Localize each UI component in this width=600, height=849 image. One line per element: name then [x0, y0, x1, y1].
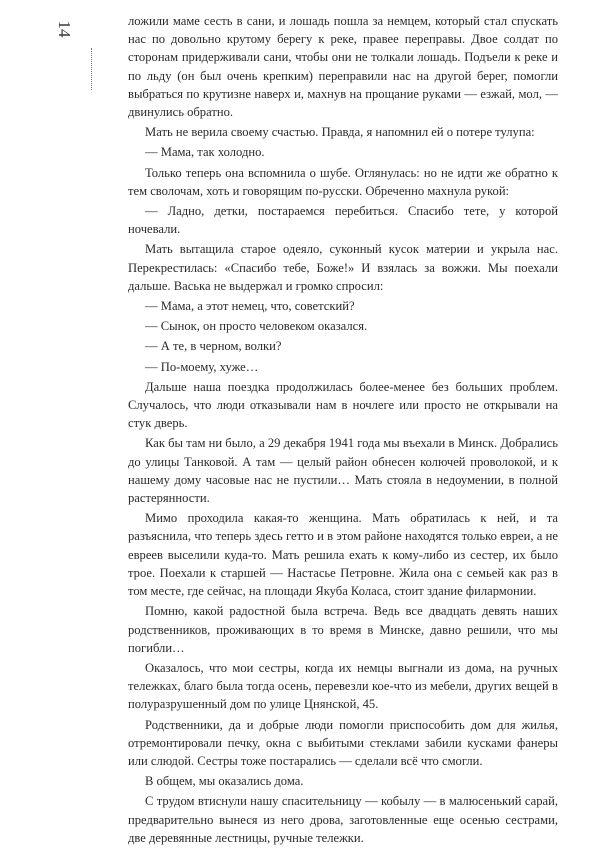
paragraph: — Сынок, он просто человеком оказался. [145, 319, 368, 334]
paragraph: ложили маме сесть в сани, и лошадь пошла за немцем, который стал спускать нас по довольно крутому берегу к реке, правее переправы. Двое солдат по сторонам придерживали сани, чтобы они не толкали лошадь. Подъели к реке и по льду (он был очень крепким) переправили нас на другой берег, помогли выбраться по крутизне наверх и, махнув на прощание руками — езжай, мол, — двинулись обратно. [128, 14, 558, 120]
page-body-text [128, 12, 558, 849]
paragraph: — По-моему, хуже… [145, 359, 259, 374]
paragraph: С трудом втиснули нашу спасительницу — кобылу — в малюсенький сарай, предварительно вынеся из него дрова, заготовленные еще осенью сестрами, две деревянные лестницы, ручные тележки. [128, 794, 558, 845]
paragraph: Как бы там ни было, а 29 декабря 1941 года мы въехали в Минск. Добрались до улицы Танковой. А там — целый район обнесен колючей проволокой, и к нашему дому часовые нас не пустили… Мать стояла в недоумении, в полной растерянности. [128, 436, 558, 506]
margin-rule [91, 48, 92, 90]
paragraph: Мать вытащила старое одеяло, суконный кусок материи и укрыла нас. Перекрестилась: «Спасибо тебе, Боже!» И взялась за вожжи. Мы поехали дальше. Васька не выдержал и громко спросил: [128, 242, 558, 293]
paragraph: — А те, в черном, волки? [145, 339, 282, 354]
paragraph: Помню, какой радостной была встреча. Ведь все двадцать девять наших родственников, проживающих в то время в Минске, давно решили, что мы погибли… [128, 604, 558, 655]
paragraph: Только теперь она вспомнила о шубе. Оглянулась: но не идти же обратно к тем сволочам, хоть и говорящим по-русски. Обреченно махнула рукой: [128, 165, 558, 198]
paragraph: В общем, мы оказались дома. [145, 774, 304, 789]
paragraph: Родственники, да и добрые люди помогли приспособить дом для жилья, отремонтировали печку, окна с выбитыми стеклами забили кусками фанеры или слюдой. Сестры тоже постарались — сделали всё что смогли. [128, 717, 558, 768]
paragraph: Мать не верила своему счастью. Правда, я напомнил ей о потере тулупа: [145, 125, 535, 140]
paragraph: Оказалось, что мои сестры, когда их немцы выгнали из дома, на ручных тележках, благо была тогда осень, перевезли кое-что из мебели, других вещей в полуразрушенный дом по улице Цнянской, 45. [128, 660, 558, 712]
paragraph: Мимо проходила какая-то женщина. Мать обратилась к ней, и та разъяснила, что теперь здесь гетто и в этом районе находятся только евреи, а не евреев выселили куда-то. Мать решила ехать к кому-либо из сестер, их было трое. Поехали к старшей — Настасье Петровне. Жила она с семьей как раз в том месте, где сейчас, на площади Якуба Коласа, стоит здание филармонии. [128, 511, 558, 599]
page-number: 14 [55, 20, 74, 38]
paragraph: — Мама, так холодно. [145, 145, 265, 160]
paragraph: — Мама, а этот немец, что, советский? [145, 299, 355, 314]
paragraph: Дальше наша поездка продолжилась более-менее без больших проблем. Случалось, что люди отказывали нам в ночлеге или просто не открывали на стук дверь. [128, 379, 558, 431]
paragraph: — Ладно, детки, постараемся перебиться. Спасибо тете, у которой ночевали. [128, 204, 558, 237]
